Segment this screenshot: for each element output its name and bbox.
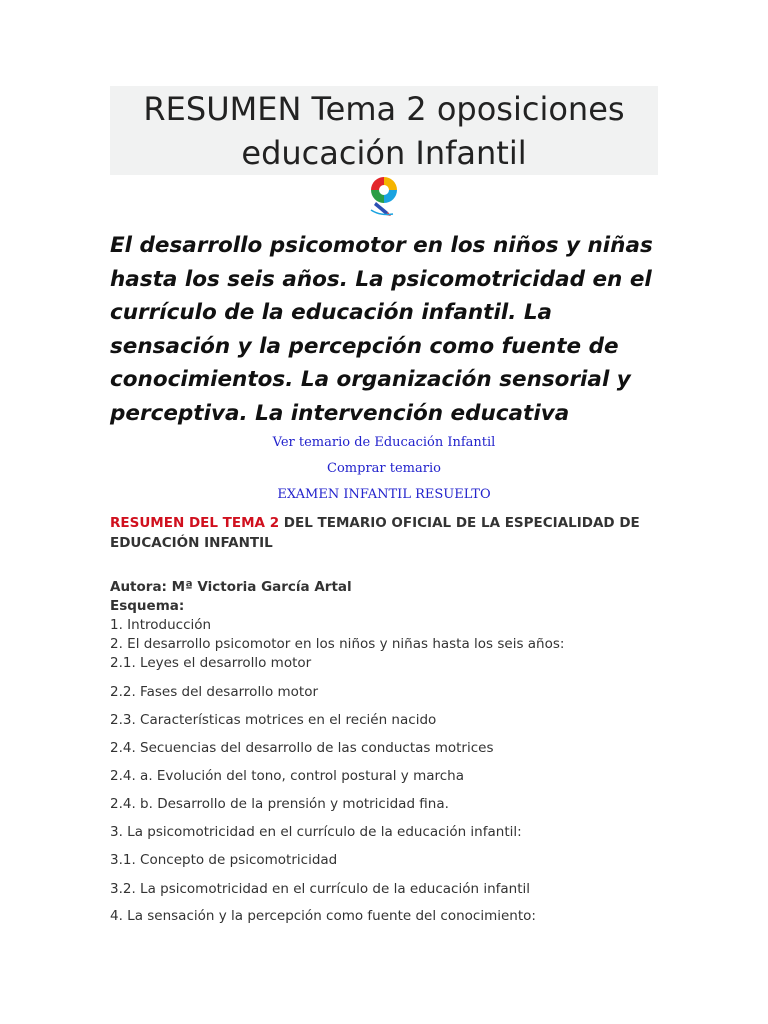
examen-resuelto-link[interactable]: EXAMEN INFANTIL RESUELTO xyxy=(277,487,491,502)
outline-item: 2.4. Secuencias del desarrollo de las conductas motrices xyxy=(110,740,494,756)
section-title-rest: DEL TEMARIO OFICIAL DE LA ESPECIALIDAD DE EDUCACIÓN INFANTIL xyxy=(110,515,640,551)
outline-item: 2.2. Fases del desarrollo motor xyxy=(110,684,319,700)
outline-item: 3.1. Concepto de psicomotricidad xyxy=(110,852,338,868)
page-title: RESUMEN Tema 2 oposiciones educación Infantil xyxy=(143,89,625,172)
title-box xyxy=(110,86,658,175)
esquema-label: Esquema: xyxy=(110,598,185,614)
outline-item: 2.4. b. Desarrollo de la prensión y motricidad fina. xyxy=(110,796,449,812)
comprar-temario-link[interactable]: Comprar temario xyxy=(327,461,441,476)
section-title-highlight: RESUMEN DEL TEMA 2 xyxy=(110,515,280,531)
outline-item: 2.4. a. Evolución del tono, control postural y marcha xyxy=(110,768,465,784)
outline-item: 1. Introducción xyxy=(110,617,212,633)
outline-item: 2. El desarrollo psicomotor en los niños y niñas hasta los seis años: xyxy=(110,636,565,652)
outline-item: 3.2. La psicomotricidad en el currículo de la educación infantil xyxy=(110,881,530,897)
outline-item: 3. La psicomotricidad en el currículo de la educación infantil: xyxy=(110,824,522,840)
section-title xyxy=(110,513,670,553)
author: Autora: Mª Victoria García Artal xyxy=(110,579,352,595)
logo-icon xyxy=(366,174,402,220)
outline-item: 4. La sensación y la percepción como fuente del conocimiento: xyxy=(110,908,536,924)
subtitle: El desarrollo psicomotor en los niños y niñas hasta los seis años. La psicomotricidad en el currículo de la educación infantil. La sensación y la percepción como fuente de conocimientos. La organización sensorial y perceptiva. La intervención educativa xyxy=(110,233,653,426)
outline-item: 2.3. Características motrices en el recién nacido xyxy=(110,712,437,728)
outline-item: 2.1. Leyes el desarrollo motor xyxy=(110,655,312,671)
temario-link[interactable]: Ver temario de Educación Infantil xyxy=(272,435,496,450)
